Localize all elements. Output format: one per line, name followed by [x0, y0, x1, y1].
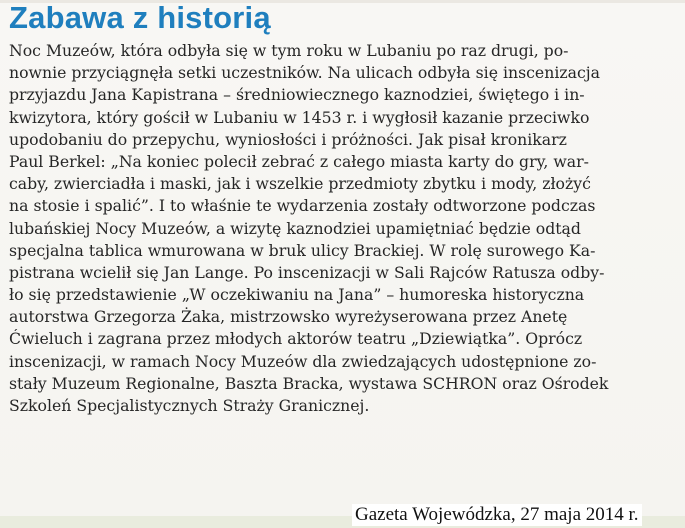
body-line: na stosie i spalić”. I to właśnie te wydarzenia zostały odtworzone podczas: [9, 196, 596, 216]
body-line: autorstwa Grzegorza Żaka, mistrzowsko wyreżyserowana przez Anetę: [9, 307, 568, 327]
body-line: Szkoleń Specjalistycznych Straży Granicznej.: [9, 396, 370, 415]
body-line: specjalna tablica wmurowana w bruk ulicy Brackiej. W rolę surowego Ka-: [9, 240, 596, 260]
article-body: [9, 40, 608, 417]
article-title: Zabawa z historią: [9, 0, 271, 35]
body-line: lubańskiej Nocy Muzeów, a wizytę kaznodziei upamiętniać będzie odtąd: [9, 218, 581, 238]
body-line: upodobaniu do przepychu, wyniosłości i próżności. Jak pisał kronikarz: [9, 129, 567, 149]
body-line: Paul Berkel: „Na koniec polecił zebrać z całego miasta karty do gry, war-: [9, 151, 589, 171]
body-line: nownie przyciągnęła setki uczestników. Na ulicach odbyła się inscenizacja: [9, 63, 600, 83]
body-line: Noc Muzeów, która odbyła się w tym roku w Lubaniu po raz drugi, po-: [9, 41, 569, 60]
body-line: stały Muzeum Regionalne, Baszta Bracka, wystawa SCHRON oraz Ośrodek: [9, 373, 609, 393]
source-citation: Gazeta Wojewódzka, 27 maja 2014 r.: [352, 504, 642, 526]
body-line: inscenizacji, w ramach Nocy Muzeów dla zwiedzających udostępnione zo-: [9, 351, 597, 371]
body-line: caby, zwierciadła i maski, jak i wszelkie przedmioty zbytku i mody, złożyć: [9, 174, 591, 194]
body-line: kwizytora, który gościł w Lubaniu w 1453 r. i wygłosił kazanie przeciwko: [9, 107, 590, 127]
body-line: przyjazdu Jana Kapistrana – średniowiecznego kaznodziei, świętego i in-: [9, 85, 585, 105]
body-line: Ćwieluch i zagrana przez młodych aktorów teatru „Dziewiątka”. Oprócz: [9, 329, 583, 349]
body-line: ło się przedstawienie „W oczekiwaniu na Jana” – humoreska historyczna: [9, 285, 585, 305]
body-line: pistrana wcielił się Jan Lange. Po inscenizacji w Sali Rajców Ratusza odby-: [9, 262, 605, 282]
